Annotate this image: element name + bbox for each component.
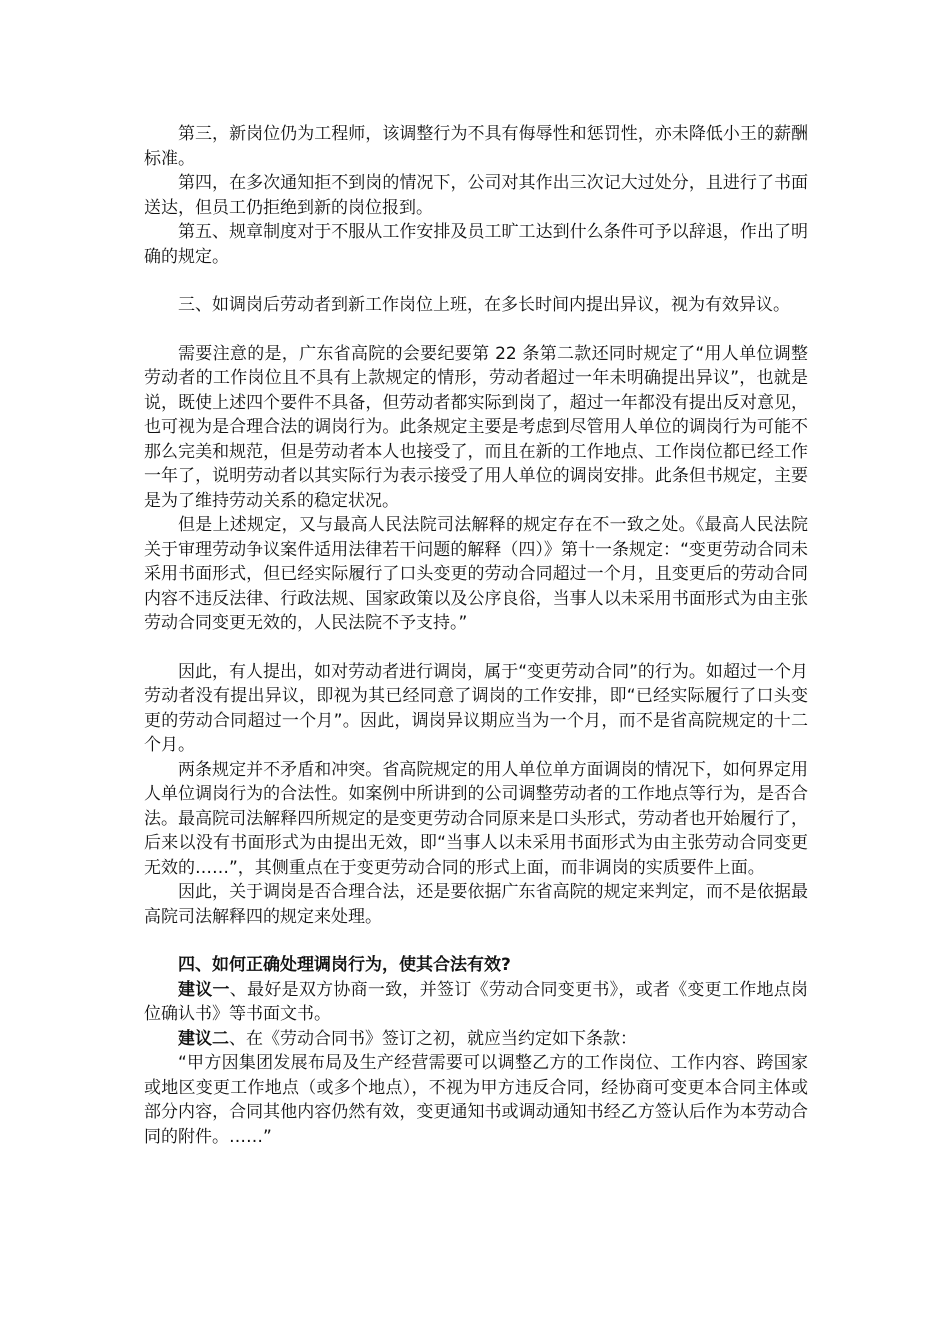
spacer — [144, 929, 808, 953]
document-page — [144, 122, 808, 1149]
paragraph-inconsistency: 但是上述规定，又与最高人民法院司法解释的规定存在不一致之处。《最高人民法院关于审理劳动争议案件适用法律若干问题的解释（四）》第十一条规定：“变更劳动合同未采用书面形式，但已经实际履行了口头变更的劳动合同超过一个月，且变更后的劳动合同内容不违反法律、行政法规、国家政策以及公序良俗，当事人以未采用书面形式为由主张劳动合同变更无效的，人民法院不予支持。” — [144, 515, 808, 633]
spacer — [144, 269, 808, 293]
suggestion-two-text: 、在《劳动合同书》签订之初，就应当约定如下条款： — [229, 1028, 637, 1049]
suggestion-two — [144, 1027, 808, 1052]
paragraph-fourth-point: 第四，在多次通知拒不到岗的情况下，公司对其作出三次记大过处分，且进行了书面送达，但员工仍拒绝到新的岗位报到。 — [144, 173, 808, 218]
suggestion-one-label: 建议一 — [178, 979, 230, 1000]
paragraph-note: 需要注意的是，广东省高院的会要纪要第 22 条第二款还同时规定了“用人单位调整劳动者的工作岗位且不具有上款规定的情形，劳动者超过一年未明确提出异议”，也就是说，既使上述四个要件不具备，但劳动者都实际到岗了，超过一年都没有提出反对意见，也可视为是合理合法的调岗行为。此条规定主要是考虑到尽管用人单位的调岗行为可能不那么完美和规范，但是劳动者本人也接受了，而且在新的工作地点、工作岗位都已经工作一年了，说明劳动者以其实际行为表示接受了用人单位的调岗安排。此条但书规定，主要是为了维持劳动关系的稳定状况。 — [144, 343, 808, 511]
spacer — [144, 636, 808, 660]
paragraph-third-point: 第三，新岗位仍为工程师，该调整行为不具有侮辱性和惩罚性，亦未降低小王的薪酬标准。 — [144, 124, 808, 169]
spacer — [144, 318, 808, 342]
paragraph-fifth-point: 第五、规章制度对于不服从工作安排及员工旷工达到什么条件可予以辞退，作出了明确的规定。 — [144, 222, 808, 267]
suggestion-one-text: 、最好是双方协商一致，并签订《劳动合同变更书》，或者《变更工作地点岗位确认书》等书面文书。 — [144, 979, 809, 1024]
paragraph-no-conflict: 两条规定并不矛盾和冲突。省高院规定的用人单位单方面调岗的情况下，如何界定用人单位调岗行为的合法性。如案例中所讲到的公司调整劳动者的工作地点等行为，是否合法。最高院司法解释四所规定的是变更劳动合同原来是口头形式，劳动者也开始履行了，后来以没有书面形式为由提出无效，即“当事人以未采用书面形式为由主张劳动合同变更无效的……”，其侧重点在于变更劳动合同的形式上面，而非调岗的实质要件上面。 — [144, 759, 808, 878]
paragraph-one-month-view: 因此，有人提出，如对劳动者进行调岗，属于“变更劳动合同”的行为。如超过一个月劳动者没有提出异议，即视为其已经同意了调岗的工作安排，即“已经实际履行了口头变更的劳动合同超过一个月”。因此，调岗异议期应当为一个月，而不是省高院规定的十二个月。 — [144, 661, 808, 755]
suggestion-one — [144, 978, 808, 1027]
section-three-heading: 三、如调岗后劳动者到新工作岗位上班，在多长时间内提出异议，视为有效异议。 — [178, 295, 790, 315]
section-four-heading: 四、如何正确处理调岗行为，使其合法有效? — [178, 955, 511, 975]
contract-clause-quote: “甲方因集团发展布局及生产经营需要可以调整乙方的工作岗位、工作内容、跨国家或地区变更工作地点（或多个地点），不视为甲方违反合同，经协商可变更本合同主体或部分内容，合同其他内容仍然有效，变更通知书或调动通知书经乙方签认后作为本劳动合同的附件。……” — [144, 1053, 808, 1147]
suggestion-two-label: 建议二 — [178, 1028, 229, 1049]
paragraph-conclusion: 因此，关于调岗是否合理合法，还是要依据广东省高院的规定来判定，而不是依据最高院司法解释四的规定来处理。 — [144, 882, 808, 927]
